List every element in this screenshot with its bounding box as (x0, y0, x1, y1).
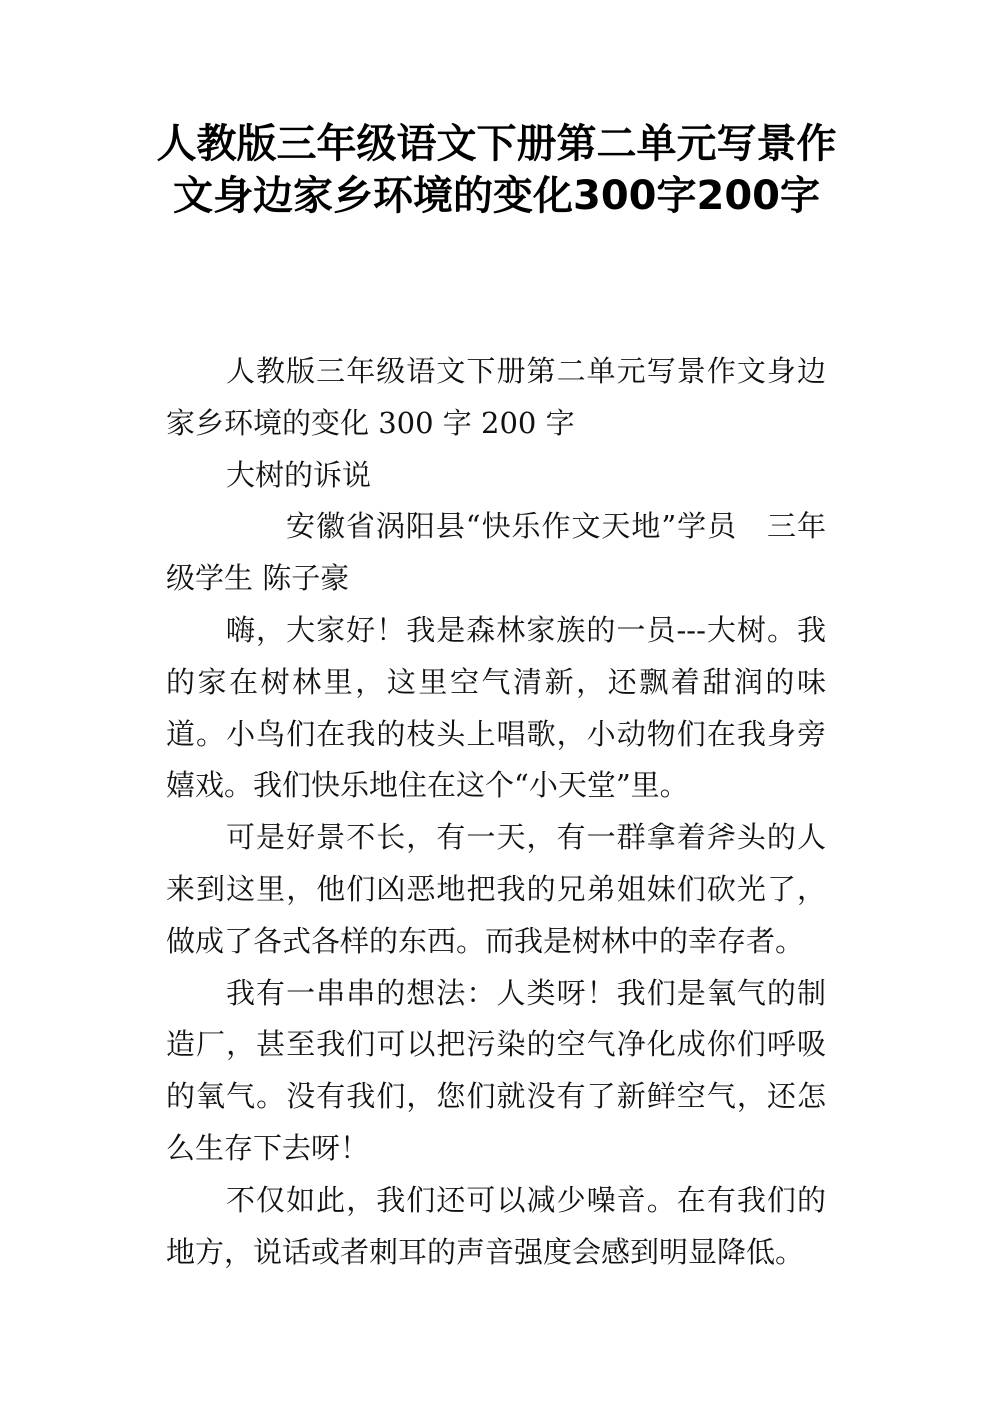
author-line: 安徽省涡阳县“快乐作文天地”学员 三年级学生 陈子豪 (166, 509, 826, 596)
document-title: 人教版三年级语文下册第二单元写景作文身边家乡环境的变化300字200字 (156, 121, 837, 219)
document-body (166, 346, 826, 1278)
body-paragraph: 嗨，大家好！我是森林家族的一员---大树。我的家在树林里，这里空气清新，还飘着甜润的味道。小鸟们在我的枝头上唱歌，小动物们在我身旁嬉戏。我们快乐地住在这个“小天堂”里。 (166, 612, 826, 803)
intro-paragraph: 人教版三年级语文下册第二单元写景作文身边家乡环境的变化 300 字 200 字 (166, 354, 826, 440)
body-paragraph: 不仅如此，我们还可以减少噪音。在有我们的地方，说话或者刺耳的声音强度会感到明显降低。 (166, 1182, 826, 1269)
body-paragraph: 我有一串串的想法：人类呀！我们是氧气的制造厂，甚至我们可以把污染的空气净化成你们呼吸的氧气。没有我们，您们就没有了新鲜空气，还怎么生存下去呀！ (166, 975, 826, 1165)
body-paragraph: 可是好景不长，有一天，有一群拿着斧头的人来到这里，他们凶恶地把我的兄弟姐妹们砍光了，做成了各式各样的东西。而我是树林中的幸存者。 (166, 820, 826, 958)
essay-title: 大树的诉说 (226, 457, 372, 492)
